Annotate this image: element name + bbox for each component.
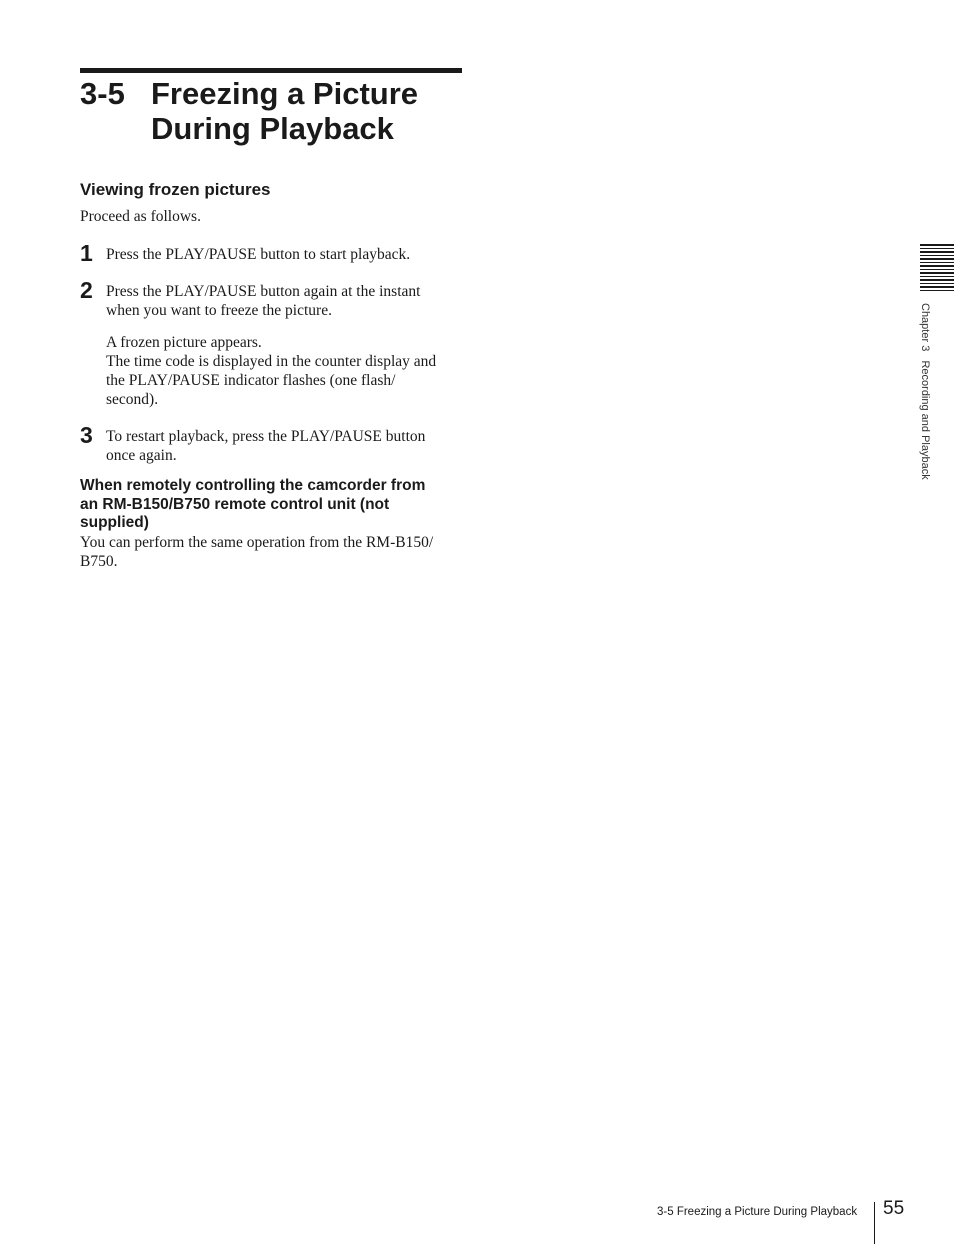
section-title-line2: During Playback — [151, 111, 394, 146]
step-2-number: 2 — [80, 277, 93, 303]
step-2-result-line4: second). — [106, 391, 159, 408]
step-1-text: Press the PLAY/PAUSE button to start playback. — [106, 246, 411, 263]
remote-control-body — [80, 533, 470, 571]
remote-heading-line3: supplied) — [80, 514, 149, 531]
step-2-result-line1: A frozen picture appears. — [106, 334, 262, 351]
footer-divider — [874, 1202, 875, 1244]
step-2-result-line2: The time code is displayed in the counter display and — [106, 353, 437, 370]
chapter-side-label: Chapter 3 Recording and Playback — [919, 303, 931, 480]
section-title-line1: Freezing a Picture — [151, 76, 419, 111]
page-number: 55 — [883, 1198, 905, 1219]
step-3-text-line1: To restart playback, press the PLAY/PAUSE button — [106, 428, 426, 445]
title-rule — [80, 68, 462, 73]
section-number: 3-5 — [80, 76, 125, 111]
remote-heading-line1: When remotely controlling the camcorder from — [80, 477, 426, 494]
step-2-result-line3: the PLAY/PAUSE indicator flashes (one flash/ — [106, 372, 396, 389]
step-3-text — [106, 427, 466, 465]
section-title-text — [151, 76, 481, 146]
intro-text: Proceed as follows. — [80, 208, 201, 225]
step-2-result — [106, 333, 466, 409]
step-2-text-line1: Press the PLAY/PAUSE button again at the instant — [106, 283, 421, 300]
footer-running-title: 3-5 Freezing a Picture During Playback — [657, 1206, 858, 1218]
remote-heading-line2: an RM-B150/B750 remote control unit (not — [80, 495, 390, 513]
step-1-number: 1 — [80, 240, 93, 266]
step-2-text-line2: when you want to freeze the picture. — [106, 302, 332, 319]
step-3-number: 3 — [80, 422, 93, 448]
remote-body-line2: B750. — [80, 553, 118, 570]
subsection-heading: Viewing frozen pictures — [80, 180, 271, 199]
chapter-tab-marker — [920, 244, 954, 291]
step-3-text-line2: once again. — [106, 447, 177, 464]
remote-body-line1: You can perform the same operation from the RM-B150/ — [80, 534, 434, 551]
remote-control-heading — [80, 477, 470, 533]
step-2-text — [106, 282, 466, 320]
